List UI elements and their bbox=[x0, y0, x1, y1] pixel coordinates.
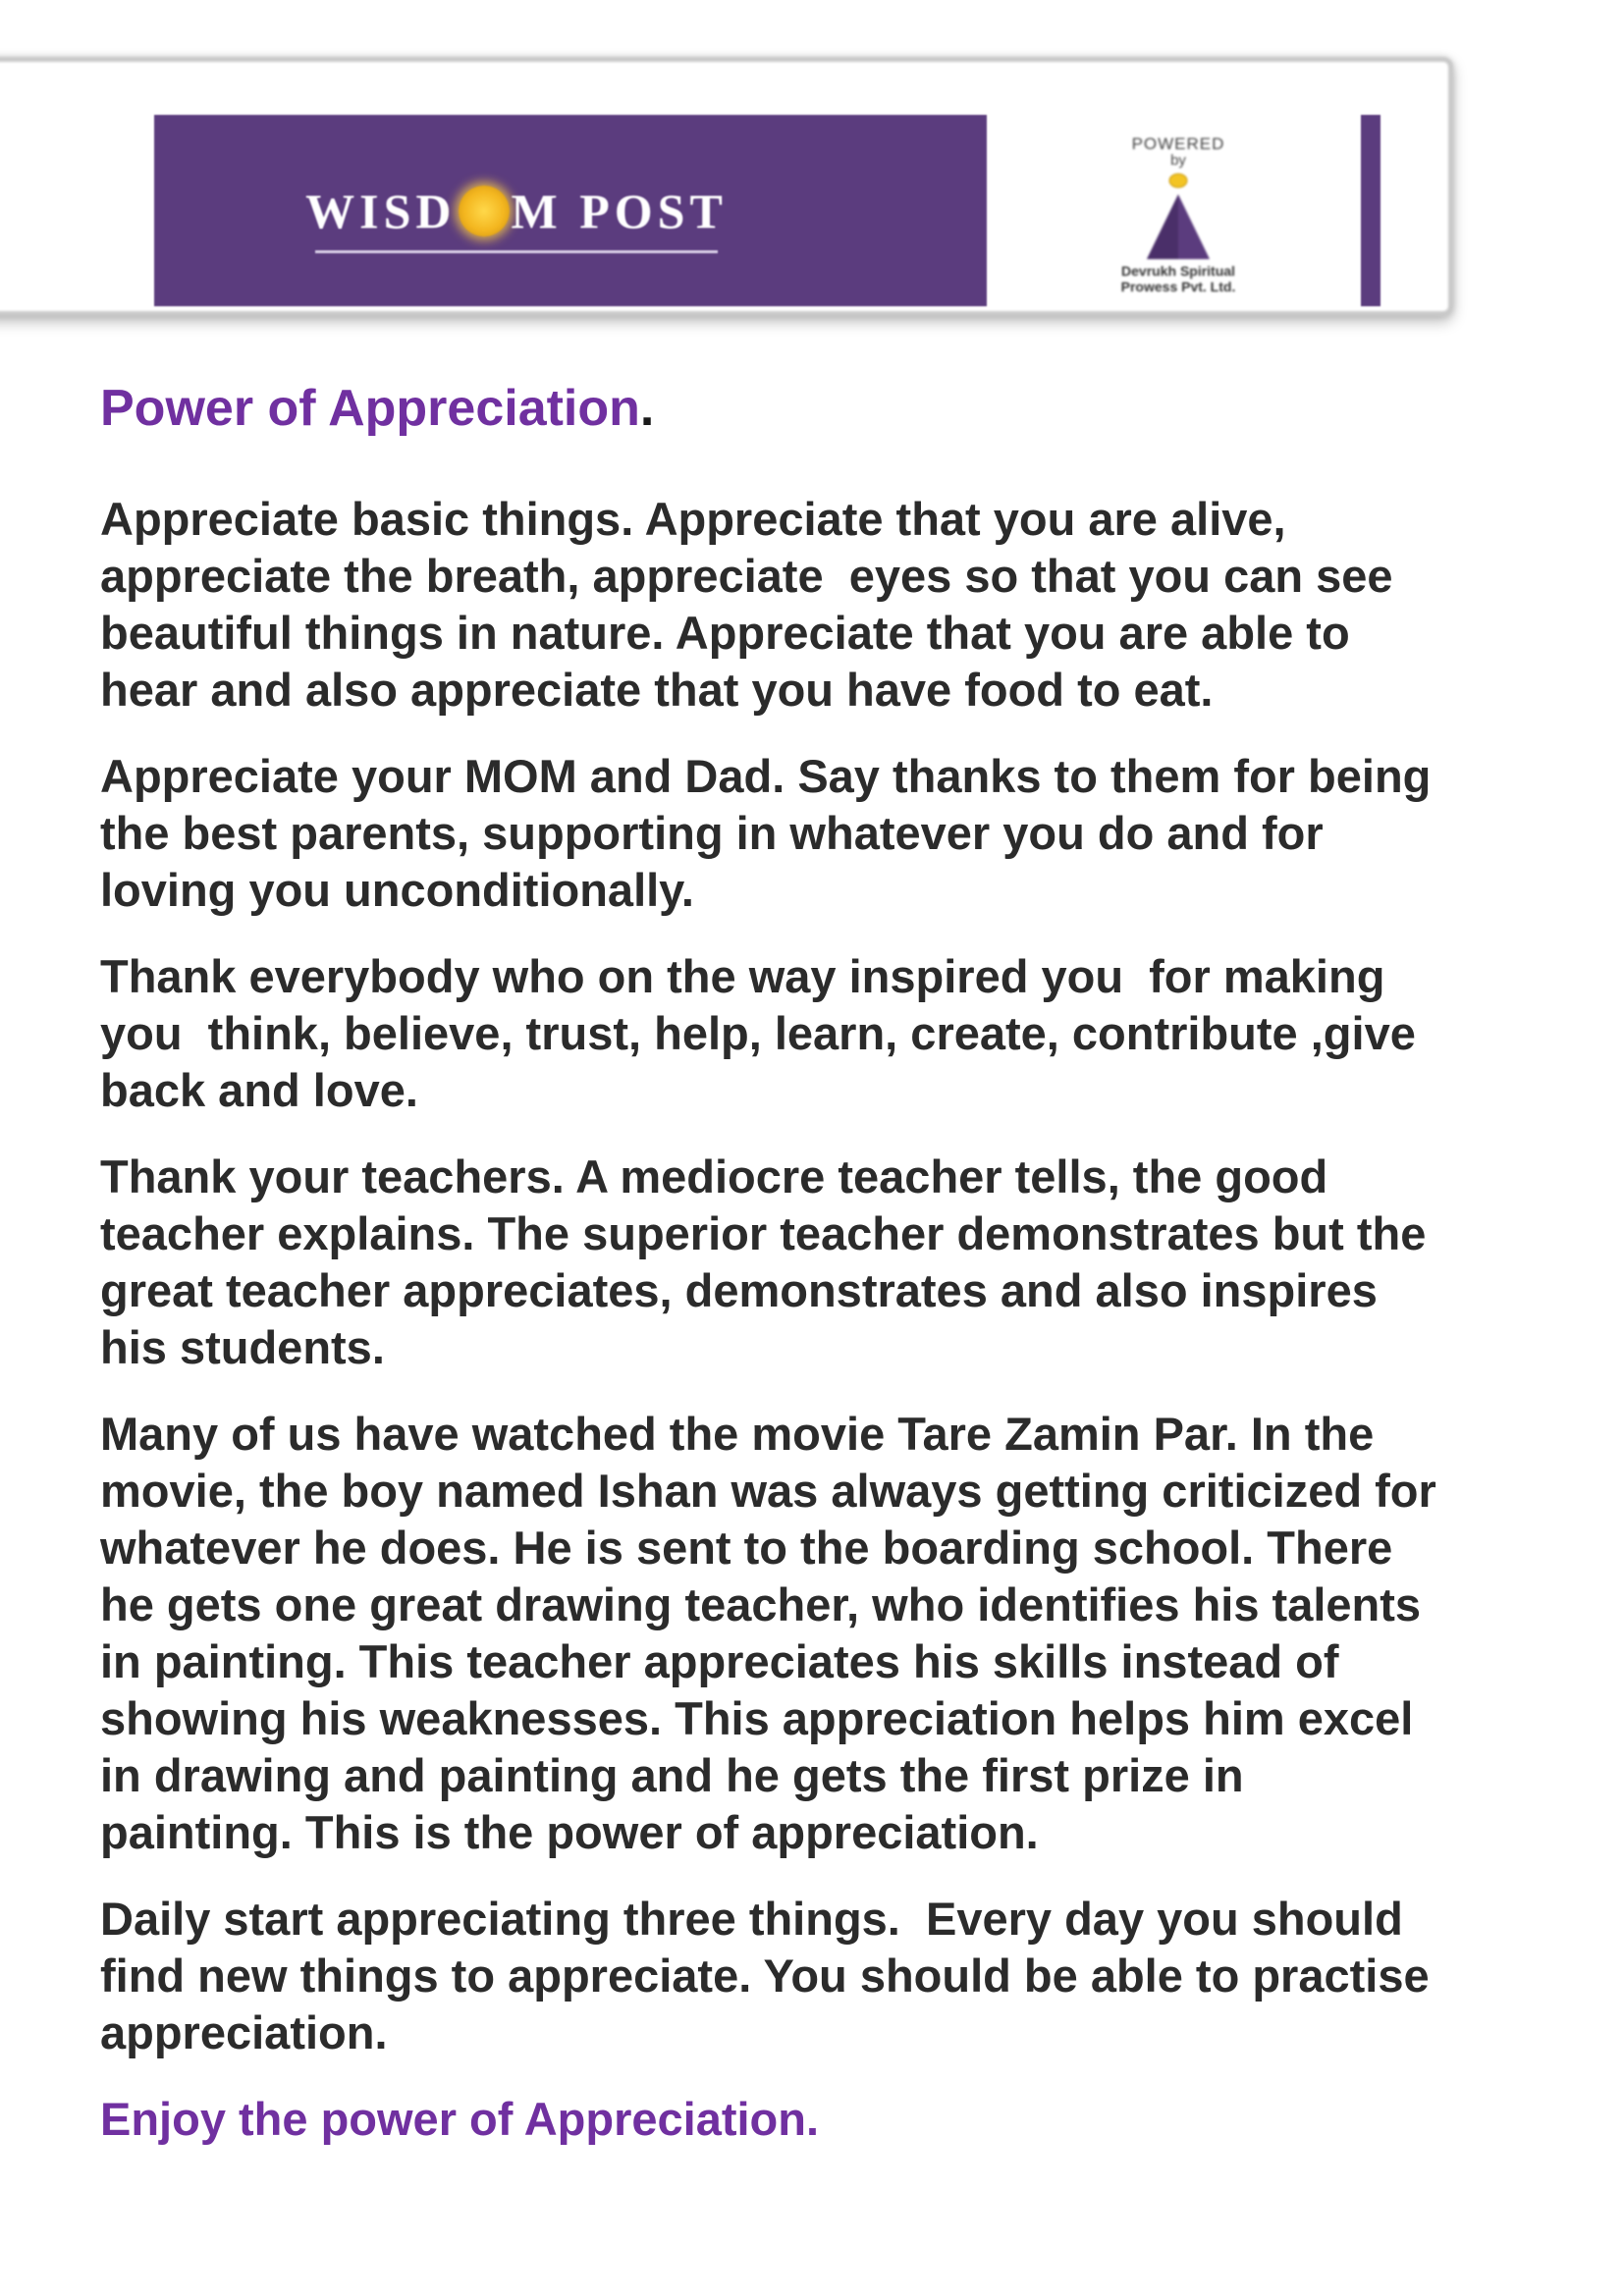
closing-line: Enjoy the power of Appreciation. bbox=[100, 2093, 820, 2145]
article-body bbox=[100, 491, 1573, 2148]
paragraph-line: showing his weaknesses. This appreciation helps him excel bbox=[100, 1692, 1414, 1744]
paragraph-line: Appreciate your MOM and Dad. Say thanks to them for being bbox=[100, 750, 1432, 802]
company-name-line2: Prowess Pvt. Ltd. bbox=[1120, 279, 1236, 294]
paragraph-daily-practice bbox=[100, 1891, 1573, 2061]
sun-icon bbox=[459, 186, 510, 237]
paragraph-line: great teacher appreciates, demonstrates and also inspires bbox=[100, 1264, 1378, 1316]
paragraph-line: Thank everybody who on the way inspired you for making bbox=[100, 950, 1385, 1002]
powered-label: POWERED bbox=[1131, 134, 1225, 153]
paragraph-line: Thank your teachers. A mediocre teacher tells, the good bbox=[100, 1150, 1328, 1202]
paragraph-teachers bbox=[100, 1148, 1573, 1376]
brand-wordmark bbox=[305, 183, 728, 240]
article-title bbox=[100, 379, 654, 438]
brand-underline bbox=[315, 250, 718, 253]
paragraph-line: hear and also appreciate that you have food to eat. bbox=[100, 664, 1214, 716]
paragraph-parents bbox=[100, 748, 1573, 919]
paragraph-line: Many of us have watched the movie Tare Zamin Par. In the bbox=[100, 1408, 1375, 1460]
paragraph-line: back and love. bbox=[100, 1064, 418, 1116]
paragraph-thank-everybody bbox=[100, 948, 1573, 1119]
paragraph-line: he gets one great drawing teacher, who identifies his talents bbox=[100, 1578, 1422, 1630]
paragraph-line: Appreciate basic things. Appreciate that you are alive, bbox=[100, 493, 1286, 545]
article-title-text: Power of Appreciation bbox=[100, 380, 640, 437]
paragraph-line: teacher explains. The superior teacher demonstrates but the bbox=[100, 1207, 1427, 1259]
paragraph-line: you think, believe, trust, help, learn, create, contribute ,give bbox=[100, 1007, 1416, 1059]
paragraph-line: Daily start appreciating three things. Every day you should bbox=[100, 1893, 1403, 1945]
paragraph-line: appreciation. bbox=[100, 2006, 388, 2058]
paragraph-line: in painting. This teacher appreciates his skills instead of bbox=[100, 1635, 1339, 1687]
paragraph-line: appreciate the breath, appreciate eyes so that you can see bbox=[100, 550, 1393, 602]
paragraph-line: the best parents, supporting in whatever you do and for bbox=[100, 807, 1324, 859]
pyramid-logo-icon bbox=[1134, 173, 1222, 263]
article-title-period: . bbox=[639, 380, 655, 437]
paragraph-line: his students. bbox=[100, 1321, 385, 1373]
powered-by-label: by bbox=[1170, 152, 1186, 169]
paragraph-movie bbox=[100, 1406, 1573, 1861]
wisdom-post-logo bbox=[154, 115, 987, 306]
banner-accent-bar bbox=[1361, 115, 1380, 306]
paragraph-line: whatever he does. He is sent to the boarding school. There bbox=[100, 1522, 1393, 1574]
brand-text-right: M POST bbox=[511, 183, 728, 239]
paragraph-line: movie, the boy named Ishan was always getting criticized for bbox=[100, 1465, 1436, 1517]
paragraph-line: loving you unconditionally. bbox=[100, 864, 694, 916]
paragraph-basic-things bbox=[100, 491, 1573, 719]
paragraph-line: beautiful things in nature. Appreciate that you are able to bbox=[100, 607, 1350, 659]
paragraph-line: in drawing and painting and he gets the first prize in bbox=[100, 1749, 1244, 1801]
powered-by-block bbox=[1070, 135, 1286, 302]
company-name-line1: Devrukh Spiritual bbox=[1121, 263, 1235, 279]
paragraph-line: painting. This is the power of appreciation. bbox=[100, 1806, 1039, 1858]
paragraph-line: find new things to appreciate. You should be able to practise bbox=[100, 1949, 1430, 2002]
brand-text-left: WISD bbox=[305, 183, 457, 239]
